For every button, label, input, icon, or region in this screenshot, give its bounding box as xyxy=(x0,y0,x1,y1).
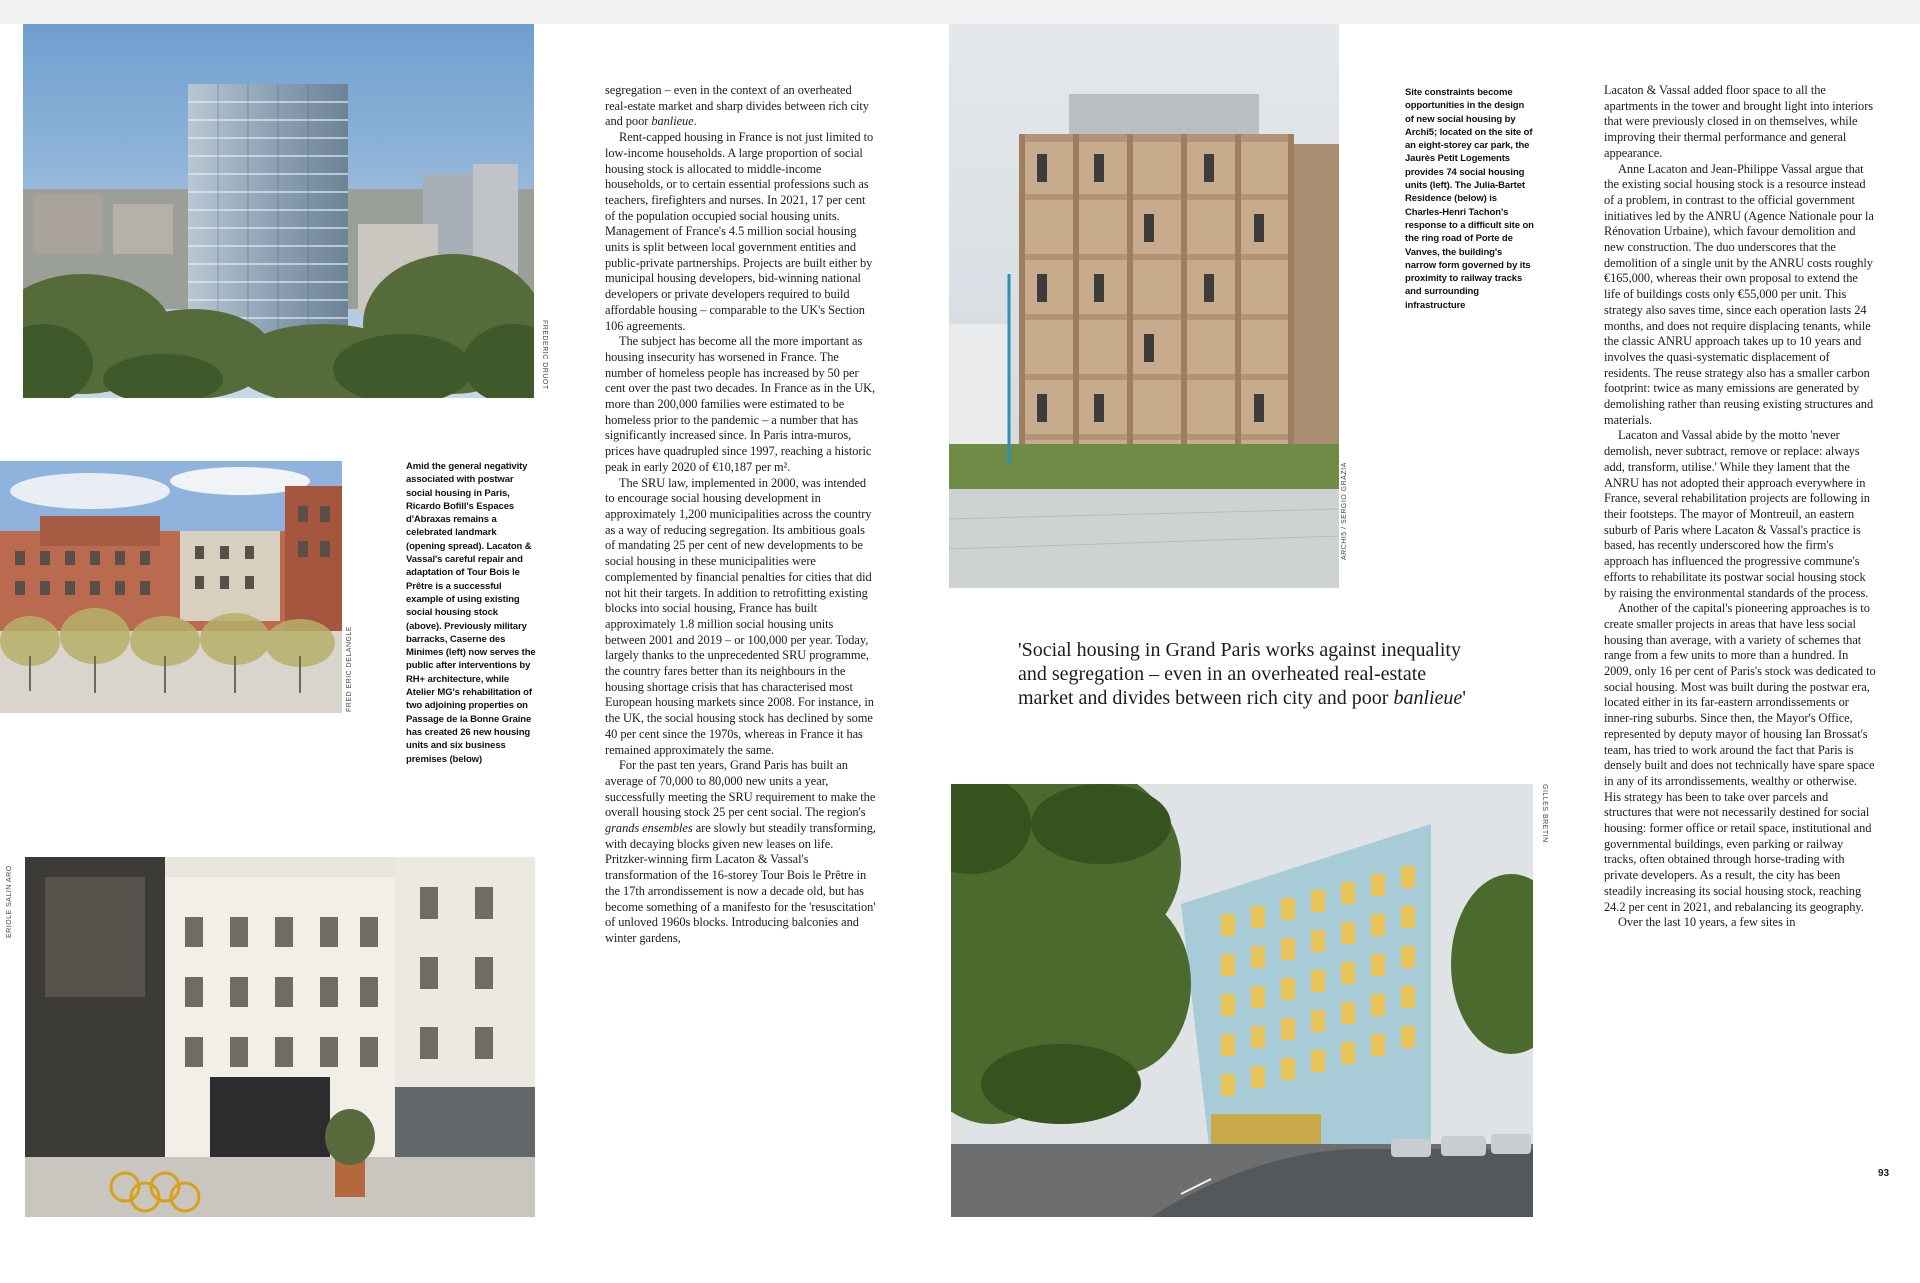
photo-credit-barracks: FRED ERIC DELANGLE xyxy=(346,625,353,712)
col2-p5: Over the last 10 years, a few sites in xyxy=(1618,915,1796,930)
article-column-1 xyxy=(605,83,877,947)
photo-credit-blue-building: GILLES BRETIN xyxy=(1541,784,1548,843)
col1-p4: The SRU law, implemented in 2000, was intended to encourage social housing development in approximately 1,200 municipalities across the country as a way of reducing segregation. Its ambitious goals of mandating 25 per cent of new developments to be social housing in these municipalities were complemented by financial penalties for cities that did not hit their targets. In addition to retrofitting existing blocks into social housing, France has built approximately 1.8 million social housing units between 2001 and 2019 – or 100,000 per year. Today, largely thanks to the unprecedented SRU programme, the country fares better than its neighbours in the housing shortage crisis that has characterised most European housing markets since 2008. For instance, in the UK, the social housing stock has declined by some 40 per cent since the 1970s, whereas in France it has remained approximately the same. xyxy=(605,475,874,757)
col1-p1b: banlieue xyxy=(651,114,694,129)
col1-p5a: For the past ten years, Grand Paris has built an average of 70,000 to 80,000 new units a year, successfully meeting the SRU requirement to make the overall housing stock 25 per cent social. The region's xyxy=(605,758,876,820)
article-column-2 xyxy=(1604,83,1876,931)
col1-p2: Rent-capped housing in France is not just limited to low-income households. A large proportion of social housing stock is allocated to middle-income households, or to certain essential professions such as teachers, firefighters and nurses. In 2021, 17 per cent of the population occupied social housing units. Management of France's 4.5 million social housing units is split between local government entities and public-private partnerships. Projects are built either by municipal housing developers, bid-winning national developers or private developers required to build affordable housing – comparable to the UK's Section 106 agreements. xyxy=(605,130,874,333)
col2-p2: Anne Lacaton and Jean-Philippe Vassal argue that the existing social housing stock is a resource instead of a problem, in contrast to the official government initiatives led by the ANRU (Agence Nationale pour la Rénovation Urbaine), which favour demolition and new construction. The duo underscores that the demolition of a single unit by the ANRU costs roughly €165,000, whereas their own proposal to extend the life of buildings costs only €55,000 per unit. This strategy also saves time, since each operation lasts 24 months, and does not require displacing tenants, while the classic ANRU approach takes up to 10 years and involves the quasi-systematic displacement of residents. The reuse strategy also has a smaller carbon footprint: twice as many emissions are generated by demolishing rather than reusing existing structures and materials. xyxy=(1604,161,1874,427)
col2-p3: Lacaton and Vassal abide by the motto 'never demolish, never subtract, remove or replace: always add, transform, utilise.' While they lament that the ANRU has not adopted their approach everywhere in France, several rehabilitation projects are following in their footsteps. The mayor of Montreuil, an eastern suburb of Paris where Lacaton & Vassal's practice is based, has recently underscored how the firm's approach has influenced the progressive commune's efforts to rehabilitate its postwar social housing stock by raising the environmental standards of the process. xyxy=(1604,428,1870,600)
pull-quote-b: banlieue xyxy=(1393,687,1463,710)
photo-caserne-des-minimes xyxy=(0,461,342,713)
page-number: 93 xyxy=(1878,1168,1890,1179)
col1-p3: The subject has become all the more important as housing insecurity has worsened in France. The number of homeless people has increased by 50 per cent over the past two decades. In France as in the UK, more than 200,000 families were estimated to be homeless prior to the pandemic – a number that has significantly increased since. In Paris intra-muros, prices have quadrupled since 1997, reaching a historic peak in early 2020 of €10,187 per m². xyxy=(605,334,876,474)
col1-p5c: are slowly but steadily transforming, with decaying blocks given new leases on life. Pritzker-winning firm Lacaton & Vassal's transformation of the 16-storey Tour Bois le Prêtre in the 17th arrondissement is now a decade old, but has become something of a manifesto for the 'resuscitation' of unloved 1960s blocks. Introducing balconies and winter gardens, xyxy=(605,821,876,945)
col1-p5b: grands ensembles xyxy=(605,821,693,836)
col1-p1c: . xyxy=(693,114,697,129)
pull-quote xyxy=(1018,638,1468,711)
page-top-margin xyxy=(0,0,1920,24)
photo-credit-tower: FREDERIC DRUOT xyxy=(541,320,548,390)
photo-credit-courtyard: ERIOLE SALIN ARO xyxy=(6,865,13,938)
photo-julia-bartet-residence xyxy=(951,784,1533,1217)
photo-tour-bois-le-pretre xyxy=(23,24,534,398)
pull-quote-c: ' xyxy=(1462,687,1466,710)
pull-quote-a: 'Social housing in Grand Paris works against inequality and segregation – even in an overheated real-estate market and divides between rich city and poor xyxy=(1018,639,1461,710)
photo-credit-wood-building: ARCHI5 / SERGIO GRAZIA xyxy=(1341,462,1348,560)
caption-right: Site constraints become opportunities in the design of new social housing by Archi5; located on the site of an eight-storey car park, the Jaurès Petit Logements provides 74 social housing units (left). The Julia-Bartet Residence (below) is Charles-Henri Tachon's response to a difficult site on the ring road of Porte de Vanves, the building's narrow form governed by its proximity to railway tracks and surrounding infrastructure xyxy=(1405,87,1534,311)
caption-left: Amid the general negativity associated with postwar social housing in Paris, Ricardo Bofill's Espaces d'Abraxas remains a celebrated landmark (opening spread). Lacaton & Vassal's careful repair and adaptation of Tour Bois le Prêtre is a successful example of using existing social housing stock (above). Previously military barracks, Caserne des Minimes (left) now serves the public after interventions by RH+ architecture, while Atelier MG's rehabilitation of two adjoining properties on Passage de la Bonne Graine has created 26 new housing units and six business premises (below) xyxy=(406,461,536,765)
col2-p1: Lacaton & Vassal added floor space to all the apartments in the tower and brought light into interiors that were previously closed in on themselves, while improving their thermal performance and general appearance. xyxy=(1604,83,1874,160)
col2-p4: Another of the capital's pioneering approaches is to create smaller projects in areas that have less social housing than average, with a variety of schemes that range from a few units to more than a hundred. In 2009, only 16 per cent of Paris's stock was dedicated to social housing. Most was built during the postwar era, located either in its far-eastern arrondissements or inner-ring suburbs. Since then, the Mayor's Office, represented by deputy mayor of housing Ian Brossat's team, has tried to work around the fact that Paris is densely built and does not technically have spare space in any of its arrondissements, wealthy or otherwise. His strategy has been to take over parcels and structures that were not necessarily destined for social housing: former office or retail space, institutional and governmental buildings, even parking or railway tracks, often obtained through horse-trading with private developers. As a result, the city has been steadily increasing its social housing stock, reaching 24.2 per cent in 2021, and rebalancing its geography. xyxy=(1604,601,1876,914)
photo-jaures-petit-logements xyxy=(949,24,1339,588)
col1-p1a: segregation – even in the context of an overheated real-estate market and sharp divides between rich city and poor xyxy=(605,83,869,129)
photo-passage-bonne-graine xyxy=(25,857,535,1217)
